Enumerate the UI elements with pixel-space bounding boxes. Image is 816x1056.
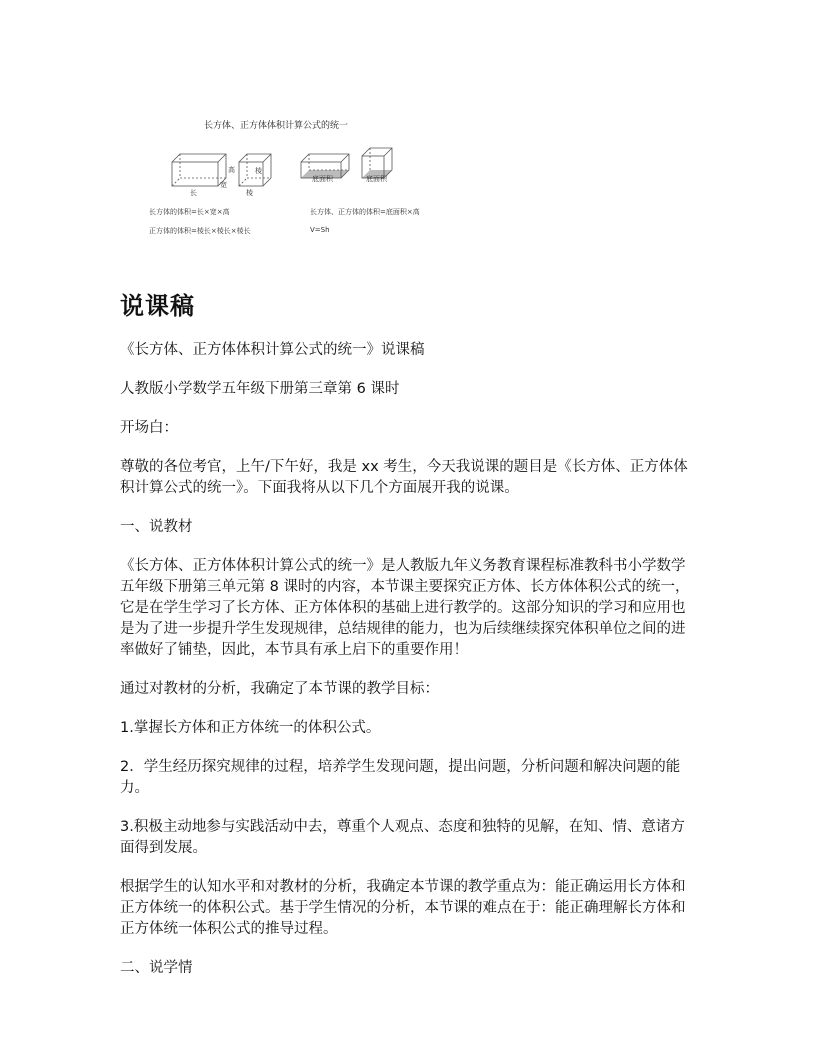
objective-3: 3.积极主动地参与实践活动中去，尊重个人观点、态度和独特的见解，在知、情、意诸方面得到发展。 [120, 819, 685, 856]
unified-formula: 长方体、正方体的体积=底面积×高 [310, 208, 420, 216]
cuboid-formula: 长方体的体积=长×宽×高 [149, 208, 230, 216]
cube-formula: 正方体的体积=棱长×棱长×棱长 [149, 227, 251, 235]
cuboid-height-label: 高 [228, 166, 235, 174]
cube-edge-side-label: 棱 [255, 167, 262, 175]
document-body [120, 340, 698, 997]
cube-edge-bottom-label: 棱 [246, 189, 253, 197]
figure-title: 长方体、正方体体积计算公式的统一 [204, 121, 349, 131]
section-heading-students: 二、说学情 [120, 960, 193, 976]
cuboid-width-label: 宽 [220, 181, 227, 189]
opening-paragraph: 尊敬的各位考官，上午/下午好，我是 xx 考生，今天我说课的题目是《长方体、正方体体积计算公式的统一》。下面我将从以下几个方面展开我的说课。 [120, 459, 688, 496]
unified-formula-short: V=Sh [310, 226, 330, 234]
cuboid-base-area-label: 底面积 [312, 175, 333, 183]
materials-paragraph: 《长方体、正方体体积计算公式的统一》是人教版九年义务教育课程标准教科书小学数学五年级下册第三单元第 8 课时的内容，本节课主要探究正方体、长方体体积公式的统一，它是在学生学习了长方体、正方体体积的基础上进行教学的。这部分知识的学习和应用也是为了进一步提升学生发现规律，总结规律的能力，也为后续继续探究体积单位之间的进率做好了铺垫，因此，本节具有承上启下的重要作用！ [120, 558, 690, 658]
section-heading-materials: 一、说教材 [120, 519, 193, 535]
opening-heading: 开场白： [120, 420, 178, 436]
cuboid-shape [172, 154, 226, 186]
document-heading: 说课稿 [120, 292, 195, 320]
objective-1: 1.掌握长方体和正方体统一的体积公式。 [120, 720, 381, 736]
key-points-paragraph: 根据学生的认知水平和对教材的分析，我确定本节课的教学重点为：能正确运用长方体和正方体统一的体积公式。基于学生情况的分析，本节课的难点在于：能正确理解长方体和正方体统一体积公式的推导过程。 [120, 879, 686, 937]
lesson-title: 《长方体、正方体体积计算公式的统一》说课稿 [120, 342, 425, 358]
cube-base-area-label: 底面积 [366, 175, 387, 183]
objective-2: 2．学生经历探究规律的过程，培养学生发现问题，提出问题，分析问题和解决问题的能力。 [120, 759, 681, 796]
volume-formula-figure [140, 110, 460, 245]
objectives-intro: 通过对教材的分析，我确定了本节课的教学目标： [120, 681, 439, 697]
solids-illustration [140, 110, 460, 245]
cuboid-length-label: 长 [190, 189, 197, 197]
textbook-info: 人教版小学数学五年级下册第三章第 6 课时 [120, 381, 400, 397]
